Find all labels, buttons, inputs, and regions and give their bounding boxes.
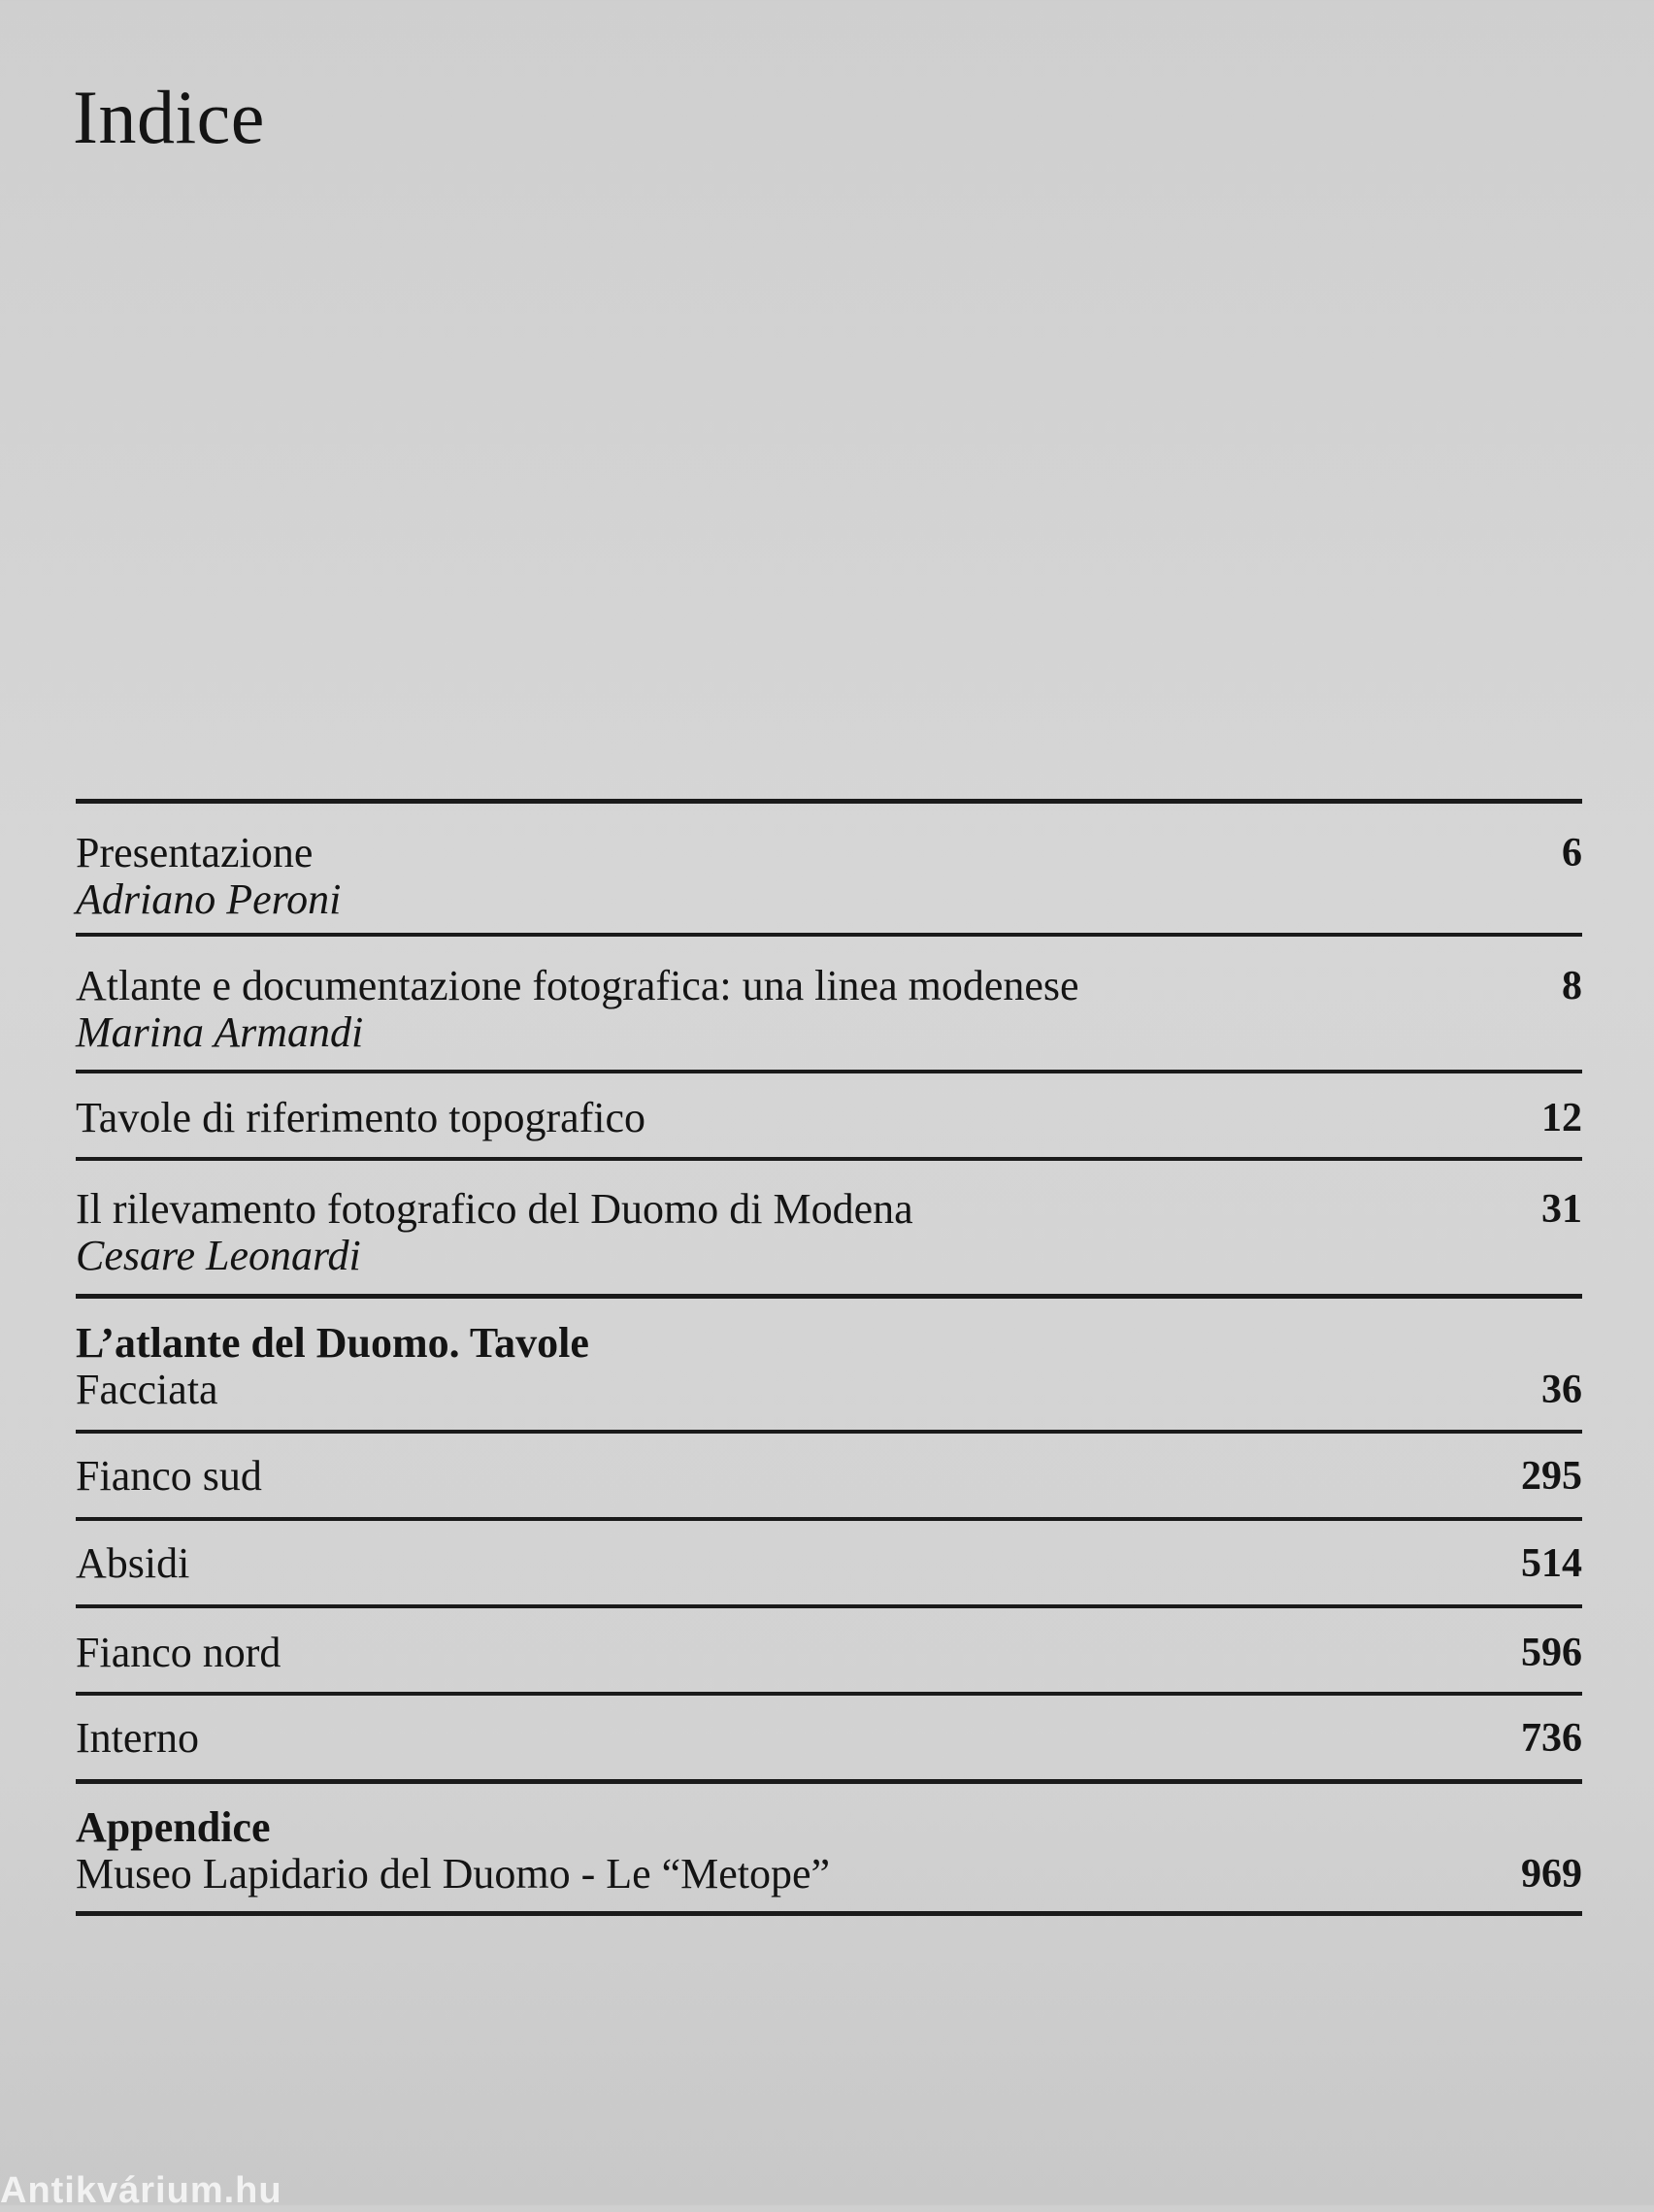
entry-page: 6 (1562, 831, 1582, 875)
entry-title: Absidi (76, 1539, 190, 1587)
entry-page: 736 (1521, 1716, 1582, 1761)
section-heading: Appendice (76, 1803, 271, 1851)
entry-page: 31 (1541, 1187, 1582, 1232)
entry-page: 8 (1562, 964, 1582, 1008)
entry-author: Cesare Leonardi (76, 1232, 361, 1279)
entry-title: Fianco sud (76, 1452, 262, 1500)
entry-page: 969 (1521, 1852, 1582, 1897)
toc-entry[interactable] (76, 804, 1582, 933)
toc-entry[interactable] (76, 1521, 1582, 1604)
toc-entry[interactable] (76, 1073, 1582, 1157)
entry-title: Interno (76, 1714, 200, 1762)
entry-title: Presentazione (76, 829, 314, 876)
section-heading: L’atlante del Duomo. Tavole (76, 1319, 589, 1367)
entry-title: Atlante e documentazione fotografica: una linea modenese (76, 962, 1079, 1009)
watermark: Antikvárium.hu (0, 2170, 282, 2211)
table-of-contents (76, 799, 1582, 1916)
toc-entry[interactable] (76, 937, 1582, 1070)
entry-title: Facciata (76, 1366, 218, 1413)
toc-entry[interactable] (76, 1696, 1582, 1779)
toc-entry[interactable] (76, 1299, 1582, 1430)
toc-entry[interactable] (76, 1161, 1582, 1294)
entry-page: 12 (1541, 1096, 1582, 1140)
toc-entry[interactable] (76, 1784, 1582, 1911)
entry-title: Il rilevamento fotografico del Duomo di Modena (76, 1185, 913, 1233)
entry-page: 596 (1521, 1631, 1582, 1675)
entry-title: Tavole di riferimento topografico (76, 1094, 646, 1141)
entry-title: Museo Lapidario del Duomo - Le “Metope” (76, 1850, 831, 1898)
entry-page: 514 (1521, 1541, 1582, 1586)
entry-page: 36 (1541, 1368, 1582, 1412)
page-title: Indice (73, 75, 265, 159)
entry-author: Adriano Peroni (76, 875, 342, 923)
entry-title: Fianco nord (76, 1629, 281, 1676)
toc-entry[interactable] (76, 1608, 1582, 1692)
entry-author: Marina Armandi (76, 1008, 364, 1056)
toc-entry[interactable] (76, 1434, 1582, 1517)
divider (76, 1911, 1582, 1916)
entry-page: 295 (1521, 1454, 1582, 1499)
